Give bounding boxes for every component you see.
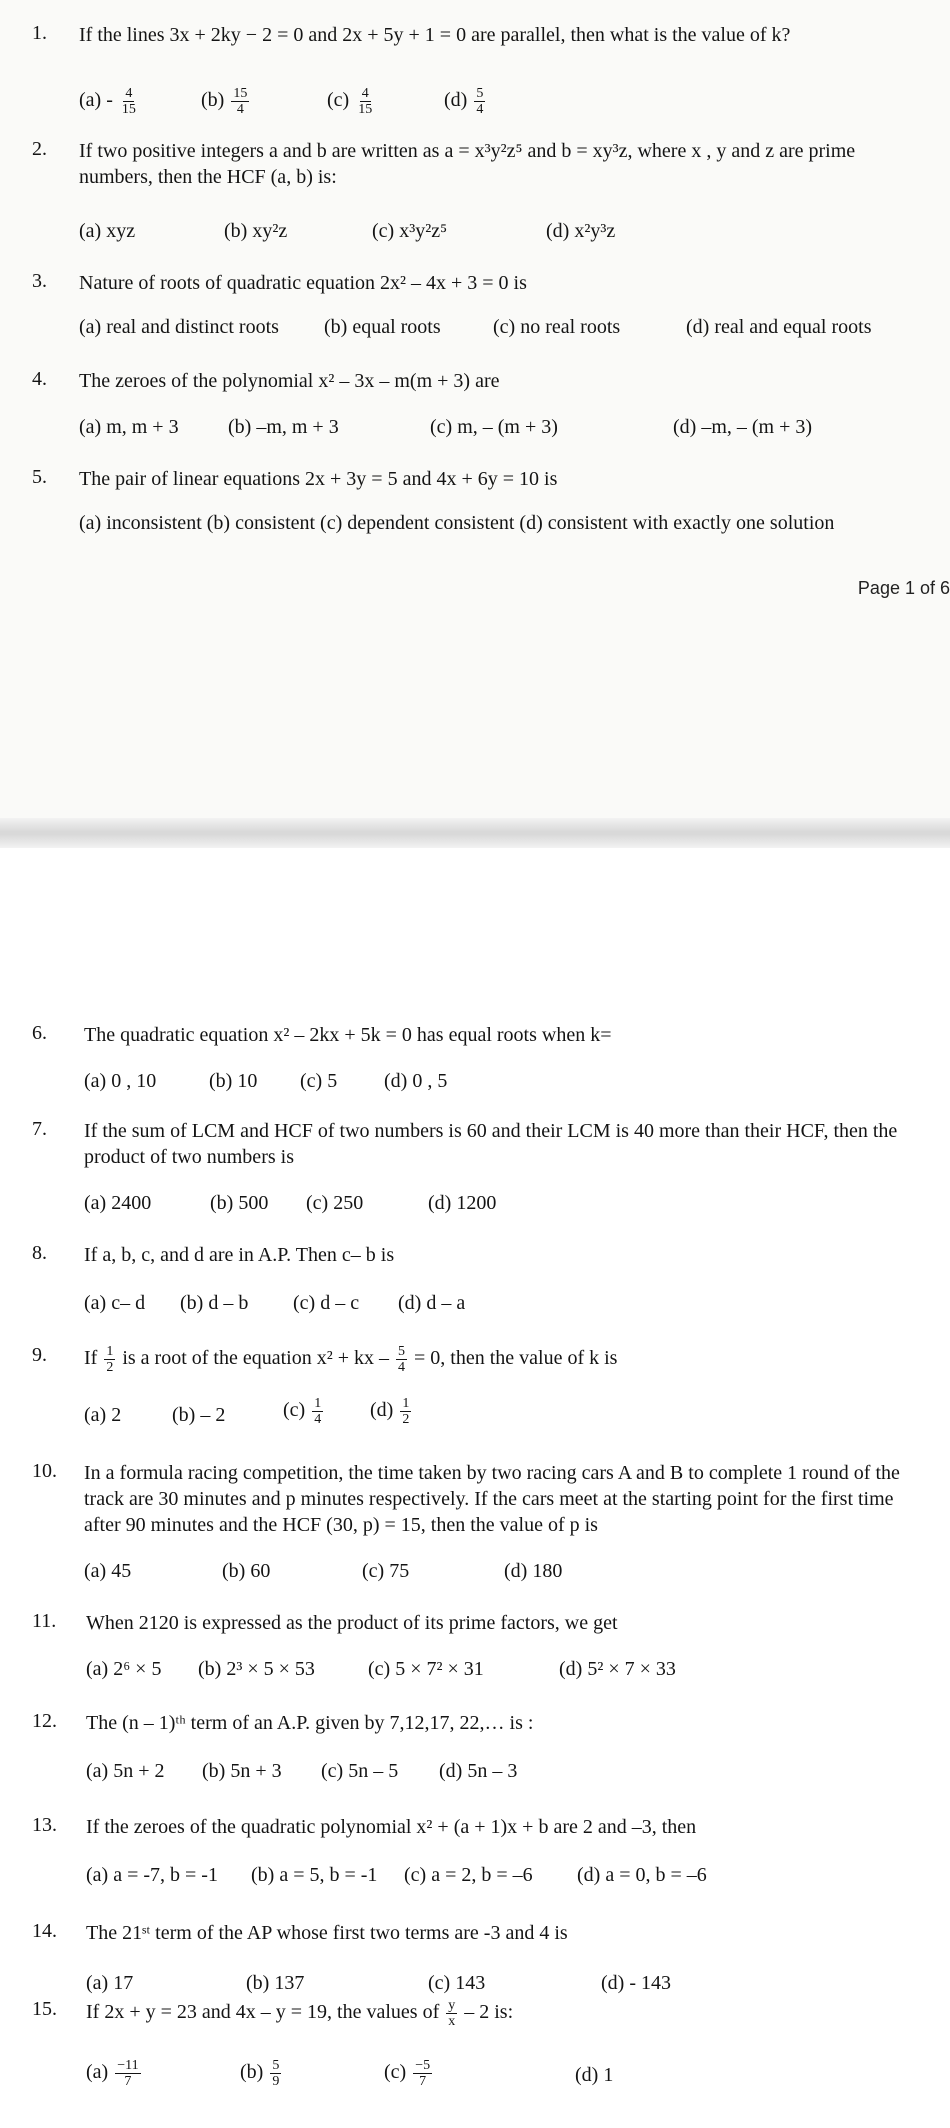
question-text: If $\frac{1}{2}$ is a root of the equation x² + kx – $\frac{5}{4}$ = 0, then the value of k is [84, 1344, 618, 1375]
option-a: (a) m, m + 3 [79, 416, 179, 438]
question-text: The zeroes of the polynomial x² – 3x – m(m + 3) are [79, 370, 500, 392]
question-text: If two positive integers a and b are written as a = x³y²z⁵ and b = xy³z, where x , y and z are prime numbers, then the HCF (a, b) is: [79, 140, 856, 188]
option-d: (d) –m, – (m + 3) [673, 416, 813, 438]
question-number: 2. [32, 138, 47, 160]
question-text: The quadratic equation x² – 2kx + 5k = 0 has equal roots when k= [84, 1024, 612, 1046]
option-d: (d) $\frac{5}{4}$ [444, 86, 484, 117]
option-d: (d) 5² × 7 × 33 [559, 1658, 676, 1680]
option-a: (a) 0 , 10 [84, 1070, 157, 1092]
option-b: (b) $\frac{15}{4}$ [201, 86, 248, 117]
option-b: (b) 137 [246, 1972, 305, 1994]
question-number: 3. [32, 270, 47, 292]
option-d: (d) real and equal roots [686, 316, 872, 338]
option-b: (b) equal roots [324, 316, 441, 338]
question-text: If 2x + y = 23 and 4x – y = 19, the values of $\frac{y}{x}$ – 2 is: [86, 1998, 514, 2029]
option-d: (d) 1200 [428, 1192, 497, 1214]
question-number: 14. [32, 1920, 57, 1942]
option-a: (a) 5n + 2 [86, 1760, 165, 1782]
option-a: (a) 2⁶ × 5 [86, 1658, 162, 1680]
option-c: (c) 250 [306, 1192, 364, 1214]
option-d: (d) $\frac{1}{2}$ [370, 1396, 410, 1427]
option-c: (c) a = 2, b = –6 [404, 1864, 533, 1886]
page-1 [0, 0, 950, 830]
question-text: The pair of linear equations 2x + 3y = 5 and 4x + 6y = 10 is [79, 468, 558, 490]
option-b: (b) 2³ × 5 × 53 [198, 1658, 315, 1680]
option-c: (c) 5 × 7² × 31 [368, 1658, 484, 1680]
question-number: 7. [32, 1118, 47, 1140]
option-a: (a) c– d [84, 1292, 146, 1314]
question-number: 15. [32, 1998, 57, 2020]
option-d: (d) d – a [398, 1292, 466, 1314]
question-text: The 21ˢᵗ term of the AP whose first two terms are -3 and 4 is [86, 1922, 568, 1944]
question-text: If a, b, c, and d are in A.P. Then c– b is [84, 1244, 395, 1266]
question-text: The (n – 1)ᵗʰ term of an A.P. given by 7,12,17, 22,… is : [86, 1712, 534, 1734]
option-c: (c) 143 [428, 1972, 486, 1994]
page-2 [0, 848, 950, 2128]
option-c: (c) 5 [300, 1070, 338, 1092]
option-a: (a) $\frac{-11}{7}$ [86, 2058, 139, 2089]
option-b: (b) a = 5, b = -1 [251, 1864, 378, 1886]
question-text: If the lines 3x + 2ky − 2 = 0 and 2x + 5y + 1 = 0 are parallel, then what is the value of k? [79, 24, 791, 46]
page-number: Page 1 of 6 [857, 578, 950, 598]
option-b: (b) $\frac{5}{9}$ [240, 2058, 280, 2089]
question-number: 1. [32, 22, 47, 44]
option-d: (d) a = 0, b = –6 [577, 1864, 707, 1886]
option-b: (b) 10 [209, 1070, 258, 1092]
option-a: (a) 2 [84, 1404, 122, 1426]
option-a: (a) xyz [79, 220, 136, 242]
option-c: (c) 5n – 5 [321, 1760, 399, 1782]
option-c: (c) $\frac{4}{15}$ [327, 86, 373, 117]
option-c: (c) m, – (m + 3) [430, 416, 558, 438]
question-number: 8. [32, 1242, 47, 1264]
option-list: (a) inconsistent (b) consistent (c) dependent consistent (d) consistent with exactly one solution [79, 512, 835, 534]
question-number: 4. [32, 368, 47, 390]
option-b: (b) xy²z [224, 220, 288, 242]
question-text: When 2120 is expressed as the product of its prime factors, we get [86, 1612, 618, 1634]
option-a: (a) real and distinct roots [79, 316, 279, 338]
option-d: (d) 0 , 5 [384, 1070, 448, 1092]
question-number: 9. [32, 1344, 47, 1366]
question-text: If the zeroes of the quadratic polynomial x² + (a + 1)x + b are 2 and –3, then [86, 1816, 697, 1838]
option-a: (a) 45 [84, 1560, 132, 1582]
option-a: (a) 2400 [84, 1192, 152, 1214]
option-a: (a) - $\frac{4}{15}$ [79, 86, 136, 117]
option-b: (b) –m, m + 3 [228, 416, 339, 438]
question-number: 5. [32, 466, 47, 488]
option-b: (b) – 2 [172, 1404, 226, 1426]
page-separator [0, 818, 950, 848]
option-d: (d) 5n – 3 [439, 1760, 518, 1782]
question-number: 11. [32, 1610, 57, 1632]
option-a: (a) 17 [86, 1972, 134, 1994]
option-a: (a) a = -7, b = -1 [86, 1864, 218, 1886]
question-number: 6. [32, 1022, 47, 1044]
option-d: (d) 180 [504, 1560, 563, 1582]
option-c: (c) $\frac{1}{4}$ [283, 1396, 322, 1427]
option-b: (b) d – b [180, 1292, 249, 1314]
question-text: If the sum of LCM and HCF of two numbers is 60 and their LCM is 40 more than their HCF, then the product of two numbers is [84, 1120, 898, 1168]
option-c: (c) x³y²z⁵ [372, 220, 448, 242]
question-text: In a formula racing competition, the time taken by two racing cars A and B to complete 1 round of the track are 30 minutes and p minutes respectively. If the cars meet at the starting point for the first time after 90 minutes and the HCF (30, p) = 15, then the value of p is [84, 1462, 900, 1536]
option-b: (b) 5n + 3 [202, 1760, 282, 1782]
question-number: 12. [32, 1710, 57, 1732]
option-d: (d) x²y³z [546, 220, 616, 242]
option-c: (c) no real roots [493, 316, 621, 338]
question-text: Nature of roots of quadratic equation 2x² – 4x + 3 = 0 is [79, 272, 527, 294]
option-d: (d) 1 [575, 2064, 614, 2086]
option-b: (b) 500 [210, 1192, 269, 1214]
option-c: (c) 75 [362, 1560, 410, 1582]
option-b: (b) 60 [222, 1560, 271, 1582]
question-number: 13. [32, 1814, 57, 1836]
question-number: 10. [32, 1460, 57, 1482]
option-d: (d) - 143 [601, 1972, 671, 1994]
option-c: (c) $\frac{-5}{7}$ [384, 2058, 431, 2089]
option-c: (c) d – c [293, 1292, 360, 1314]
